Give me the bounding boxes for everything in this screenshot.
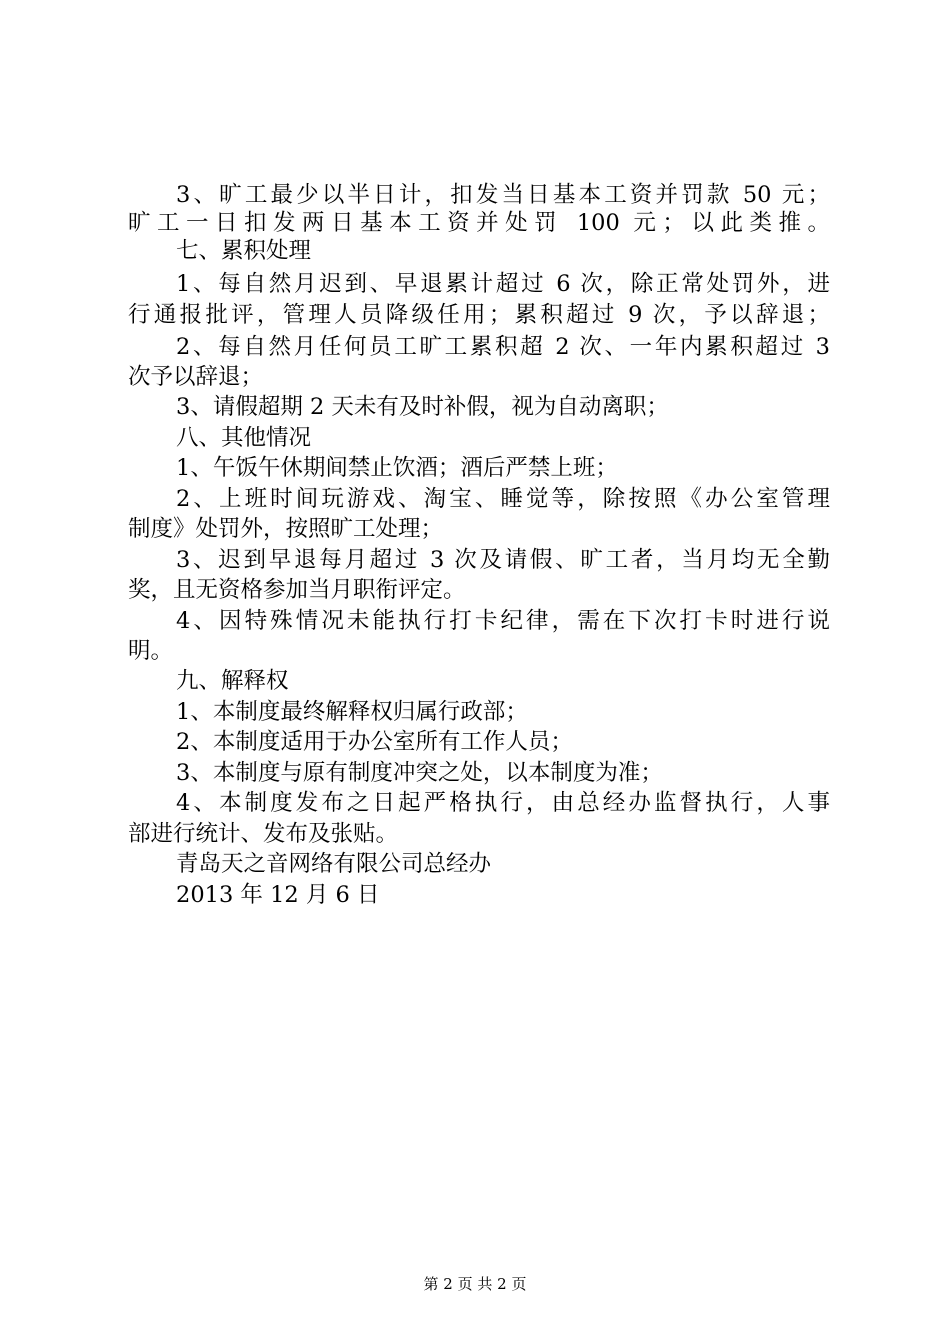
text-line: 3、请假超期 2 天未有及时补假，视为自动离职； [176, 394, 669, 420]
text-line: 1、午饭午休期间禁止饮酒；酒后严禁上班； [176, 455, 618, 481]
text-line: 2、每自然月任何员工旷工累积超 2 次、一年内累积超过 3 [176, 334, 830, 360]
signature-date: 2013 年 12 月 6 日 [176, 882, 380, 908]
text-line: 3、迟到早退每月超过 3 次及请假、旷工者，当月均无全勤 [176, 547, 830, 573]
signature-org: 青岛天之音网络有限公司总经办 [176, 851, 492, 877]
text-line: 部进行统计、发布及张贴。 [128, 821, 399, 847]
section-heading: 九、解释权 [176, 668, 289, 694]
text-line: 行通报批评，管理人员降级任用；累积超过 9 次，予以辞退； [128, 302, 830, 328]
text-line: 次予以辞退； [128, 364, 264, 390]
text-line: 旷工一日扣发两日基本工资并处罚 100 元；以此类推。 [128, 210, 830, 236]
text-line: 1、本制度最终解释权归属行政部； [176, 699, 528, 725]
page-footer [0, 1272, 950, 1296]
text-line: 奖，且无资格参加当月职衔评定。 [128, 577, 466, 603]
text-line: 3、旷工最少以半日计，扣发当日基本工资并罚款 50 元； [176, 182, 830, 208]
text-line: 3、本制度与原有制度冲突之处，以本制度为准； [176, 760, 663, 786]
text-line: 1、每自然月迟到、早退累计超过 6 次，除正常处罚外，进 [176, 271, 830, 297]
section-heading: 七、累积处理 [176, 238, 312, 264]
text-line: 4、因特殊情况未能执行打卡纪律，需在下次打卡时进行说 [176, 608, 830, 634]
text-line: 2、本制度适用于办公室所有工作人员； [176, 729, 573, 755]
text-line: 制度》处罚外，按照旷工处理； [128, 516, 444, 542]
page-number: 第 2 页 共 2 页 [423, 1275, 527, 1293]
text-line: 2、上班时间玩游戏、淘宝、睡觉等，除按照《办公室管理 [176, 486, 830, 512]
text-line: 4、本制度发布之日起严格执行，由总经办监督执行，人事 [176, 790, 830, 816]
section-heading: 八、其他情况 [176, 425, 312, 451]
text-line: 明。 [128, 638, 174, 664]
